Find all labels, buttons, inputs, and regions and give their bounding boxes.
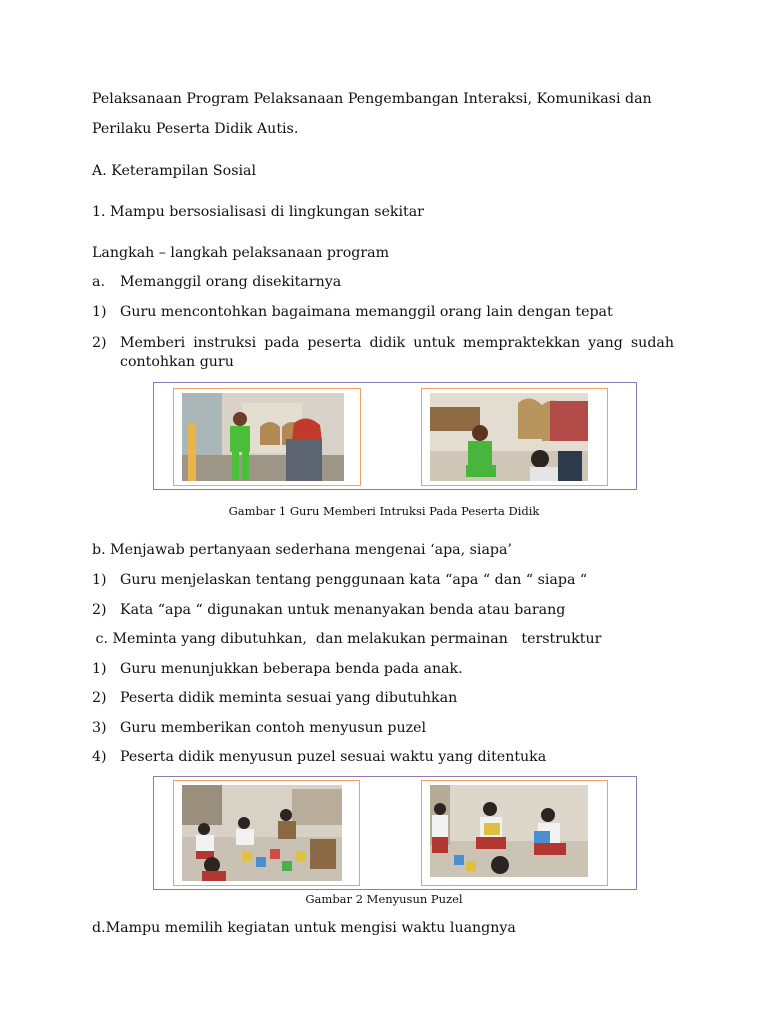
list-text: Memberi instruksi pada peserta didik untuk mempraktekkan yang sudah contohkan guru <box>120 335 674 370</box>
item-b-heading: b. Menjawab pertanyaan sederhana mengenai ‘apa, siapa’ <box>92 542 512 558</box>
figure-1 <box>153 382 637 490</box>
list-marker: 4) <box>92 749 107 765</box>
photo-students-holding-puzzle <box>421 780 608 886</box>
photo-teacher-instructing-student <box>173 388 361 486</box>
photo-teacher-sitting-with-student <box>421 388 608 486</box>
photo-students-puzzle-illustration <box>430 785 588 877</box>
list-text: Memanggil orang disekitarnya <box>120 274 342 290</box>
list-marker: a. <box>92 274 105 290</box>
title-line-1: Pelaksanaan Program Pelaksanaan Pengembangan Interaksi, Komunikasi dan <box>92 91 652 107</box>
item-d-heading: d.Mampu memilih kegiatan untuk mengisi waktu luangnya <box>92 920 516 936</box>
list-text: Guru menjelaskan tentang penggunaan kata “apa “ dan “ siapa “ <box>120 572 588 588</box>
steps-heading: Langkah – langkah pelaksanaan program <box>92 245 390 261</box>
subsection-1-heading: 1. Mampu bersosialisasi di lingkungan sekitar <box>92 204 424 220</box>
photo-teacher-seated-illustration <box>430 393 588 481</box>
list-text: Guru memberikan contoh menyusun puzel <box>120 720 427 736</box>
list-marker: 1) <box>92 572 107 588</box>
figure-2-caption: Gambar 2 Menyusun Puzel <box>305 892 463 906</box>
list-marker: 2) <box>92 335 107 351</box>
list-marker: 1) <box>92 304 107 320</box>
figure-1-caption: Gambar 1 Guru Memberi Intruksi Pada Peserta Didik <box>228 504 540 518</box>
list-text: Kata “apa “ digunakan untuk menanyakan benda atau barang <box>120 602 566 618</box>
photo-teacher-student-illustration <box>182 393 344 481</box>
list-text: Peserta didik menyusun puzel sesuai waktu yang ditentuka <box>120 749 547 765</box>
list-marker: 2) <box>92 690 107 706</box>
photo-puzzle-group-illustration <box>182 785 342 881</box>
list-text: Guru mencontohkan bagaimana memanggil orang lain dengan tepat <box>120 304 613 320</box>
title-line-2: Perilaku Peserta Didik Autis. <box>92 121 299 137</box>
list-marker: 1) <box>92 661 107 677</box>
figure-2 <box>153 776 637 890</box>
list-marker: 2) <box>92 602 107 618</box>
photo-children-puzzle-floor <box>173 780 360 886</box>
list-marker: 3) <box>92 720 107 736</box>
list-text: Guru menunjukkan beberapa benda pada anak. <box>120 661 463 677</box>
list-text: Peserta didik meminta sesuai yang dibutuhkan <box>120 690 458 706</box>
item-c-heading: c. Meminta yang dibutuhkan, dan melakukan permainan terstruktur <box>91 631 602 647</box>
section-a-heading: A. Keterampilan Sosial <box>92 163 257 179</box>
